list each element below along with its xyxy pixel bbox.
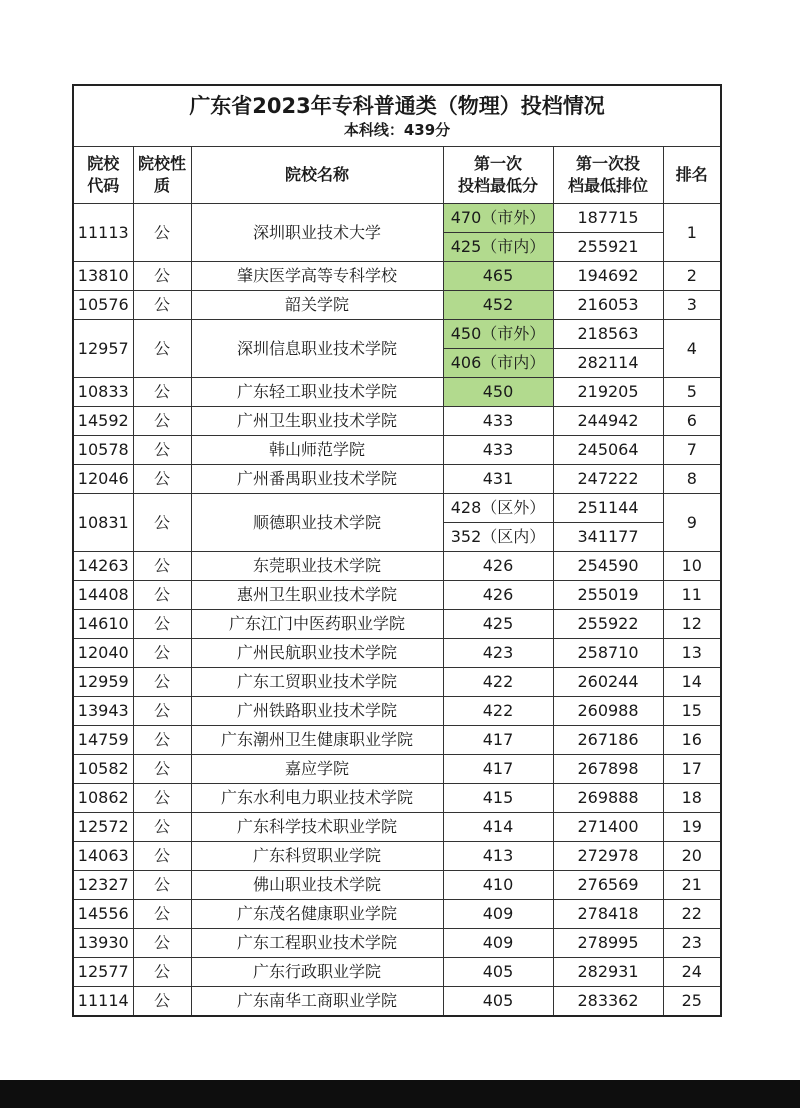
school-rank: 25	[663, 987, 721, 1017]
school-nature: 公	[133, 871, 191, 900]
min-position: 272978	[553, 842, 663, 871]
min-position: 244942	[553, 407, 663, 436]
table-row	[73, 958, 721, 987]
min-position: 251144	[553, 494, 663, 523]
min-position: 255019	[553, 581, 663, 610]
school-nature: 公	[133, 987, 191, 1017]
school-rank: 20	[663, 842, 721, 871]
header-min-score: 第一次 投档最低分	[443, 147, 553, 204]
min-score: 417	[443, 726, 553, 755]
school-rank: 10	[663, 552, 721, 581]
school-code: 12046	[73, 465, 133, 494]
min-score: 428（区外）	[443, 494, 553, 523]
school-rank: 8	[663, 465, 721, 494]
table-row	[73, 610, 721, 639]
school-rank: 7	[663, 436, 721, 465]
school-code: 10576	[73, 291, 133, 320]
school-name: 广州番禺职业技术学院	[191, 465, 443, 494]
table-row	[73, 378, 721, 407]
school-name: 广州卫生职业技术学院	[191, 407, 443, 436]
school-name: 惠州卫生职业技术学院	[191, 581, 443, 610]
school-rank: 17	[663, 755, 721, 784]
header-code: 院校 代码	[73, 147, 133, 204]
header-name: 院校名称	[191, 147, 443, 204]
min-position: 276569	[553, 871, 663, 900]
school-rank: 9	[663, 494, 721, 552]
min-position: 260988	[553, 697, 663, 726]
school-name: 广东工贸职业技术学院	[191, 668, 443, 697]
min-position: 282114	[553, 349, 663, 378]
table-row	[73, 204, 721, 233]
school-code: 12577	[73, 958, 133, 987]
school-name: 广东工程职业技术学院	[191, 929, 443, 958]
school-nature: 公	[133, 784, 191, 813]
min-position: 219205	[553, 378, 663, 407]
school-code: 13810	[73, 262, 133, 291]
school-nature: 公	[133, 639, 191, 668]
school-nature: 公	[133, 465, 191, 494]
school-name: 广东轻工职业技术学院	[191, 378, 443, 407]
school-nature: 公	[133, 262, 191, 291]
table-row	[73, 552, 721, 581]
min-position: 258710	[553, 639, 663, 668]
min-position: 218563	[553, 320, 663, 349]
school-rank: 2	[663, 262, 721, 291]
min-position: 341177	[553, 523, 663, 552]
school-code: 14759	[73, 726, 133, 755]
school-nature: 公	[133, 552, 191, 581]
school-rank: 3	[663, 291, 721, 320]
min-score: 405	[443, 958, 553, 987]
school-nature: 公	[133, 929, 191, 958]
school-rank: 5	[663, 378, 721, 407]
school-name: 广东行政职业学院	[191, 958, 443, 987]
min-position: 254590	[553, 552, 663, 581]
table-row	[73, 407, 721, 436]
min-position: 187715	[553, 204, 663, 233]
min-position: 245064	[553, 436, 663, 465]
header-min-rank: 第一次投 档最低排位	[553, 147, 663, 204]
min-score: 415	[443, 784, 553, 813]
school-name: 广州民航职业技术学院	[191, 639, 443, 668]
min-position: 247222	[553, 465, 663, 494]
min-score: 352（区内）	[443, 523, 553, 552]
school-code: 10582	[73, 755, 133, 784]
admission-table	[72, 84, 722, 1017]
table-row	[73, 581, 721, 610]
min-score: 470（市外）	[443, 204, 553, 233]
min-score: 405	[443, 987, 553, 1017]
school-nature: 公	[133, 436, 191, 465]
bottom-edge-strip	[0, 1080, 800, 1108]
min-score: 426	[443, 581, 553, 610]
min-position: 194692	[553, 262, 663, 291]
table-title-cell	[73, 85, 721, 147]
school-name: 广东水利电力职业技术学院	[191, 784, 443, 813]
school-rank: 14	[663, 668, 721, 697]
school-code: 12327	[73, 871, 133, 900]
header-row	[73, 147, 721, 204]
school-rank: 6	[663, 407, 721, 436]
score-sheet	[72, 84, 720, 1017]
min-position: 278418	[553, 900, 663, 929]
school-nature: 公	[133, 378, 191, 407]
school-rank: 1	[663, 204, 721, 262]
school-name: 韶关学院	[191, 291, 443, 320]
table-row	[73, 813, 721, 842]
school-code: 14610	[73, 610, 133, 639]
min-position: 267186	[553, 726, 663, 755]
min-score: 414	[443, 813, 553, 842]
min-score: 422	[443, 697, 553, 726]
school-rank: 16	[663, 726, 721, 755]
school-name: 佛山职业技术学院	[191, 871, 443, 900]
school-code: 14408	[73, 581, 133, 610]
school-name: 韩山师范学院	[191, 436, 443, 465]
min-position: 282931	[553, 958, 663, 987]
school-nature: 公	[133, 581, 191, 610]
school-nature: 公	[133, 291, 191, 320]
school-nature: 公	[133, 900, 191, 929]
school-name: 广东科学技术职业学院	[191, 813, 443, 842]
min-score: 425（市内）	[443, 233, 553, 262]
min-score: 450	[443, 378, 553, 407]
school-rank: 13	[663, 639, 721, 668]
school-nature: 公	[133, 494, 191, 552]
min-score: 413	[443, 842, 553, 871]
school-nature: 公	[133, 697, 191, 726]
school-name: 广东南华工商职业学院	[191, 987, 443, 1017]
table-row	[73, 987, 721, 1017]
min-score: 452	[443, 291, 553, 320]
school-code: 14263	[73, 552, 133, 581]
school-nature: 公	[133, 204, 191, 262]
table-row	[73, 697, 721, 726]
min-position: 283362	[553, 987, 663, 1017]
table-row	[73, 784, 721, 813]
school-name: 广东江门中医药职业学院	[191, 610, 443, 639]
school-name: 肇庆医学高等专科学校	[191, 262, 443, 291]
school-name: 广东茂名健康职业学院	[191, 900, 443, 929]
table-row	[73, 465, 721, 494]
table-row	[73, 668, 721, 697]
table-row	[73, 755, 721, 784]
school-rank: 12	[663, 610, 721, 639]
min-position: 271400	[553, 813, 663, 842]
min-score: 409	[443, 900, 553, 929]
min-position: 269888	[553, 784, 663, 813]
min-score: 423	[443, 639, 553, 668]
min-score: 426	[443, 552, 553, 581]
table-row	[73, 900, 721, 929]
school-rank: 4	[663, 320, 721, 378]
table-row	[73, 320, 721, 349]
table-body	[73, 204, 721, 1017]
school-name: 深圳职业技术大学	[191, 204, 443, 262]
school-rank: 19	[663, 813, 721, 842]
school-code: 14063	[73, 842, 133, 871]
school-rank: 24	[663, 958, 721, 987]
school-nature: 公	[133, 813, 191, 842]
school-nature: 公	[133, 610, 191, 639]
page-title: 广东省2023年专科普通类（物理）投档情况	[189, 94, 605, 118]
min-score: 425	[443, 610, 553, 639]
table-row	[73, 871, 721, 900]
school-code: 12957	[73, 320, 133, 378]
school-code: 12959	[73, 668, 133, 697]
school-rank: 21	[663, 871, 721, 900]
school-nature: 公	[133, 726, 191, 755]
school-name: 广东科贸职业学院	[191, 842, 443, 871]
min-position: 255921	[553, 233, 663, 262]
table-row	[73, 262, 721, 291]
school-code: 12572	[73, 813, 133, 842]
school-nature: 公	[133, 958, 191, 987]
school-code: 10862	[73, 784, 133, 813]
school-rank: 18	[663, 784, 721, 813]
min-score: 433	[443, 407, 553, 436]
page-subtitle: 本科线：439分	[343, 121, 451, 139]
min-score: 465	[443, 262, 553, 291]
school-nature: 公	[133, 755, 191, 784]
min-score: 431	[443, 465, 553, 494]
min-score: 406（市内）	[443, 349, 553, 378]
school-rank: 23	[663, 929, 721, 958]
school-nature: 公	[133, 320, 191, 378]
min-score: 422	[443, 668, 553, 697]
min-position: 255922	[553, 610, 663, 639]
school-name: 深圳信息职业技术学院	[191, 320, 443, 378]
school-name: 广州铁路职业技术学院	[191, 697, 443, 726]
min-score: 410	[443, 871, 553, 900]
min-score: 450（市外）	[443, 320, 553, 349]
min-score: 417	[443, 755, 553, 784]
table-row	[73, 842, 721, 871]
school-code: 13930	[73, 929, 133, 958]
school-rank: 11	[663, 581, 721, 610]
school-nature: 公	[133, 407, 191, 436]
school-name: 东莞职业技术学院	[191, 552, 443, 581]
school-code: 11113	[73, 204, 133, 262]
school-code: 10831	[73, 494, 133, 552]
table-row	[73, 639, 721, 668]
min-position: 216053	[553, 291, 663, 320]
header-nature: 院校性 质	[133, 147, 191, 204]
school-nature: 公	[133, 842, 191, 871]
school-code: 13943	[73, 697, 133, 726]
min-position: 278995	[553, 929, 663, 958]
header-rank: 排名	[663, 147, 721, 204]
table-row	[73, 436, 721, 465]
min-score: 433	[443, 436, 553, 465]
min-score: 409	[443, 929, 553, 958]
school-rank: 22	[663, 900, 721, 929]
school-code: 14556	[73, 900, 133, 929]
school-code: 12040	[73, 639, 133, 668]
school-code: 11114	[73, 987, 133, 1017]
school-name: 广东潮州卫生健康职业学院	[191, 726, 443, 755]
table-row	[73, 929, 721, 958]
school-name: 嘉应学院	[191, 755, 443, 784]
school-code: 10833	[73, 378, 133, 407]
min-position: 267898	[553, 755, 663, 784]
school-rank: 15	[663, 697, 721, 726]
table-row	[73, 291, 721, 320]
min-position: 260244	[553, 668, 663, 697]
table-row	[73, 726, 721, 755]
school-code: 14592	[73, 407, 133, 436]
school-nature: 公	[133, 668, 191, 697]
school-code: 10578	[73, 436, 133, 465]
table-row	[73, 494, 721, 523]
school-name: 顺德职业技术学院	[191, 494, 443, 552]
